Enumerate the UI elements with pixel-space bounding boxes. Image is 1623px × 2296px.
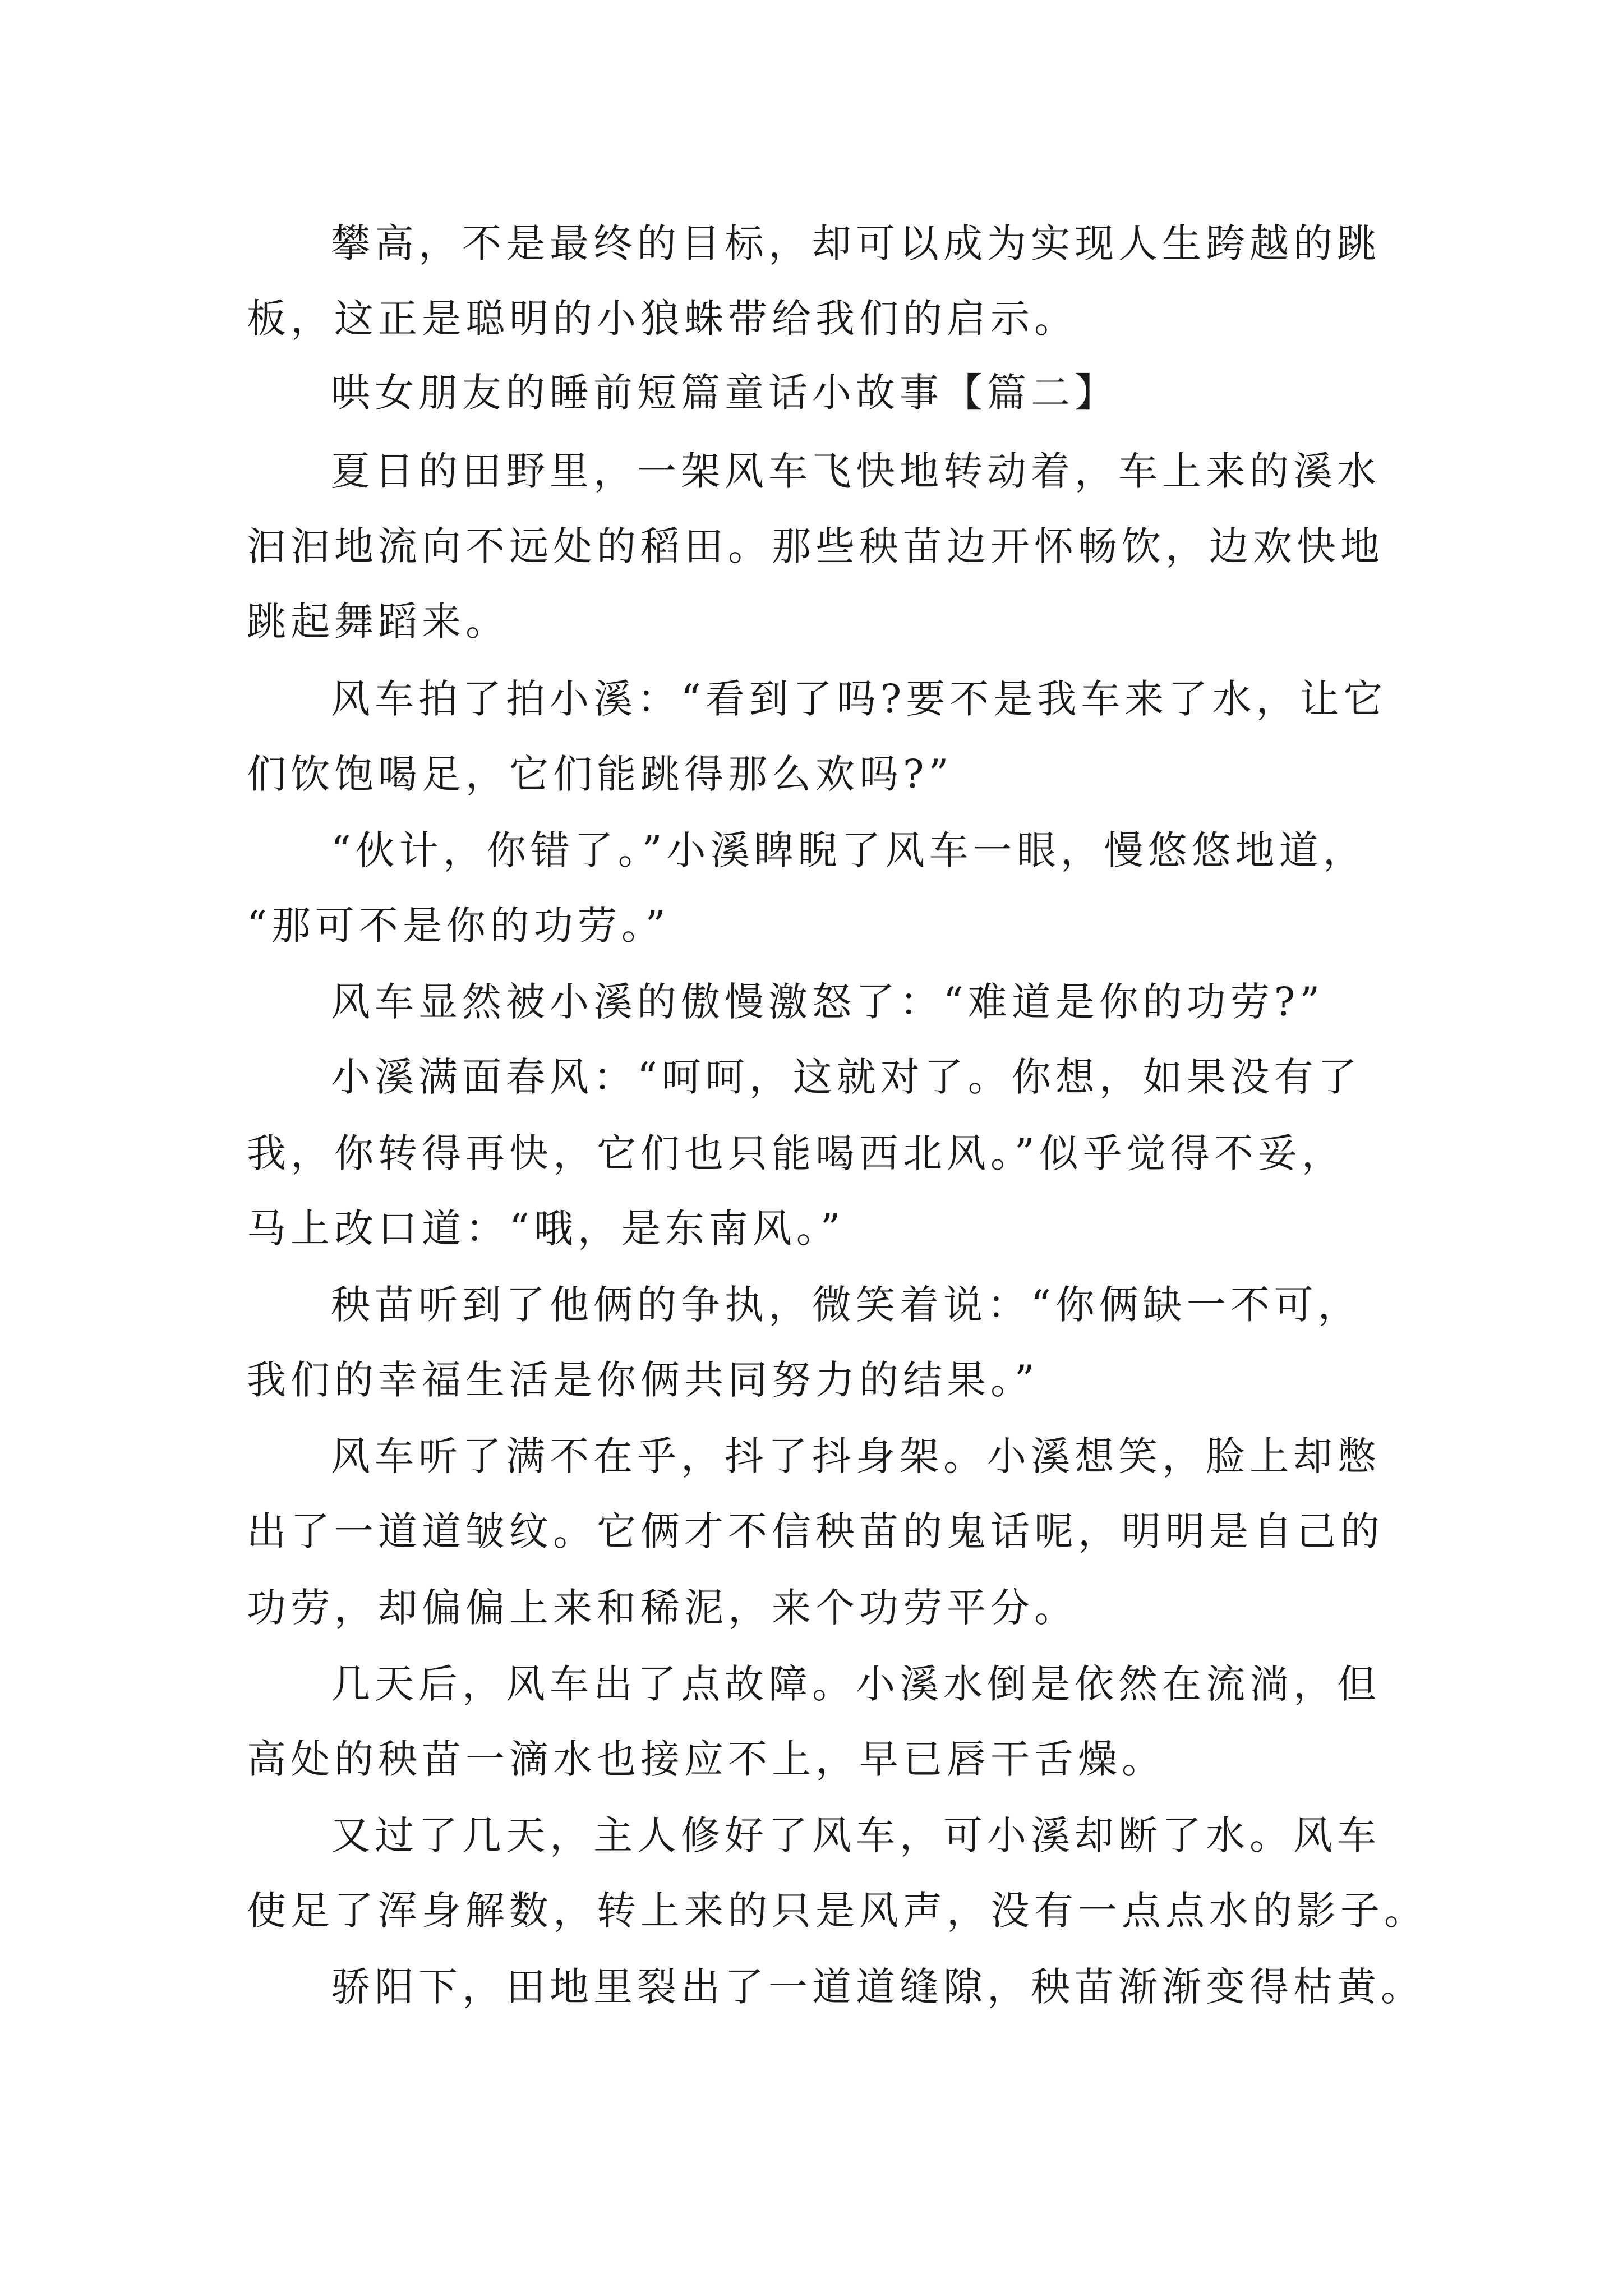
text-line: 高处的秧苗一滴水也接应不上，早已唇干舌燥。: [247, 1736, 1165, 1782]
text-line: 汩汩地流向不远处的稻田。那些秧苗边开怀畅饮，边欢快地: [247, 523, 1384, 569]
section-heading: 哄女朋友的睡前短篇童话小故事【篇二】: [331, 370, 1118, 416]
text-line: “伙计，你错了。”小溪睥睨了风车一眼，慢悠悠地道，: [331, 827, 1367, 873]
text-line: 秧苗听到了他俩的争执，微笑着说：“你俩缺一不可，: [331, 1282, 1362, 1328]
text-line: 骄阳下，田地里裂出了一道道缝隙，秧苗渐渐变得枯黄。: [331, 1964, 1424, 2010]
text-line: 风车显然被小溪的傲慢激怒了：“难道是你的功劳?”: [331, 979, 1325, 1025]
text-line: 我们的幸福生活是你俩共同努力的结果。”: [247, 1357, 1039, 1403]
text-line: 马上改口道：“哦，是东南风。”: [247, 1205, 845, 1251]
text-line: 功劳，却偏偏上来和稀泥，来个功劳平分。: [247, 1585, 1078, 1631]
text-line: “那可不是你的功劳。”: [247, 903, 670, 949]
text-line: 夏日的田野里，一架风车飞快地转动着，车上来的溪水: [331, 448, 1381, 494]
text-line: 风车拍了拍小溪：“看到了吗?要不是我车来了水，让它: [331, 676, 1387, 722]
text-line: 攀高，不是最终的目标，却可以成为实现人生跨越的跳: [331, 220, 1381, 266]
text-line: 板，这正是聪明的小狼蛛带给我们的启示。: [247, 296, 1078, 342]
text-line: 我，你转得再快，它们也只能喝西北风。”似乎觉得不妥，: [247, 1130, 1345, 1176]
text-line: 风车听了满不在乎，抖了抖身架。小溪想笑，脸上却憋: [331, 1433, 1381, 1479]
text-line: 小溪满面春风：“呵呵，这就对了。你想，如果没有了: [331, 1054, 1362, 1100]
text-line: 又过了几天，主人修好了风车，可小溪却断了水。风车: [331, 1812, 1381, 1858]
text-line: 们饮饱喝足，它们能跳得那么欢吗?”: [247, 751, 953, 797]
text-line: 几天后，风车出了点故障。小溪水倒是依然在流淌，但: [331, 1661, 1381, 1707]
text-line: 跳起舞蹈来。: [247, 599, 509, 645]
text-line: 使足了浑身解数，转上来的只是风声，没有一点点水的影子。: [247, 1888, 1428, 1934]
text-line: 出了一道道皱纹。它俩才不信秧苗的鬼话呢，明明是自己的: [247, 1508, 1384, 1554]
